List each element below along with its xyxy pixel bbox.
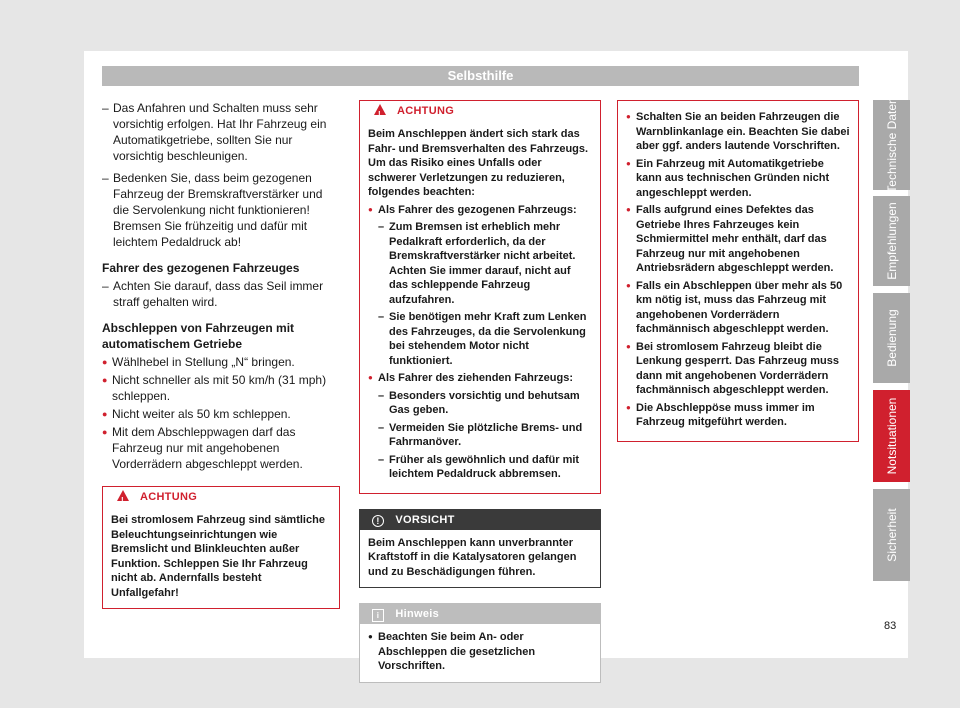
column-left	[102, 100, 340, 609]
warning-group-title: ● Als Fahrer des ziehenden Fahrzeugs:	[368, 371, 592, 386]
warning-body	[360, 121, 600, 493]
tab-empfehlungen[interactable]	[873, 196, 910, 286]
tab-sicherheit[interactable]	[873, 489, 910, 581]
warning-sub-item: – Besonders vorsichtig und behutsam Gas geben.	[378, 389, 592, 418]
page-title: Selbsthilfe	[102, 66, 859, 86]
warning-triangle-icon	[374, 104, 386, 115]
tab-label: Technische Daten	[884, 97, 899, 193]
column-right	[617, 100, 859, 442]
tab-label: Bedienung	[884, 309, 899, 367]
bullet-item: ● Nicht schneller als mit 50 km/h (31 mph) schleppen.	[102, 372, 340, 404]
page-number: 83	[884, 620, 897, 632]
warning-continued-body	[618, 101, 858, 441]
warning-box	[359, 100, 601, 494]
warning-label: ACHTUNG	[396, 105, 455, 117]
list-item: – Das Anfahren und Schalten muss sehr vorsichtig erfolgen. Hat Ihr Fahrzeug ein Automatikgetriebe, sollten Sie nur vorsichtig beschleunigen.	[102, 100, 340, 164]
warning-bullet: ● Falls ein Abschleppen über mehr als 50 km nötig ist, muss das Fahrzeug mit angehobenen Vorderrädern fachmännisch abgeschleppt werden.	[626, 279, 850, 337]
tab-notsituationen[interactable]	[873, 390, 910, 482]
tab-label: Sicherheit	[884, 508, 899, 562]
bullet-item: ● Nicht weiter als 50 km schleppen.	[102, 406, 340, 422]
caution-label: VORSICHT	[395, 513, 455, 526]
warning-box-header	[103, 487, 339, 507]
warning-triangle-icon	[117, 490, 129, 501]
warning-group-title: ● Als Fahrer des gezogenen Fahrzeugs:	[368, 203, 592, 218]
warning-intro: Beim Anschleppen ändert sich stark das Fahr- und Bremsverhalten des Fahrzeugs. Um das Risiko eines Unfalls oder schwerer Verletzungen zu reduzieren, folgendes beachten:	[368, 128, 589, 198]
tab-bedienung[interactable]	[873, 293, 910, 383]
warning-box	[102, 486, 340, 609]
list-item: – Bedenken Sie, dass beim gezogenen Fahrzeug der Bremskraftverstärker und die Servolenkung nicht funktionieren! Bremsen Sie frühzeitig und dafür mit leichtem Pedaldruck ab!	[102, 170, 340, 250]
bullet-item: ● Wählhebel in Stellung „N“ bringen.	[102, 354, 340, 370]
bullet-item: ● Mit dem Abschleppwagen darf das Fahrzeug nur mit angehobenen Vorderrädern abgeschleppt werden.	[102, 424, 340, 472]
section-heading: Abschleppen von Fahrzeugen mit automatischem Getriebe	[102, 321, 295, 351]
warning-sub-item: – Sie benötigen mehr Kraft zum Lenken des Fahrzeuges, da die Servolenkung bei stehendem Motor nicht funktioniert.	[378, 310, 592, 368]
hint-box	[359, 603, 601, 683]
note-icon: i	[372, 609, 384, 622]
warning-sub-item: – Vermeiden Sie plötzliche Brems- und Fahrmanöver.	[378, 421, 592, 450]
warning-bullet: ● Die Abschleppöse muss immer im Fahrzeug mitgeführt werden.	[626, 401, 850, 430]
warning-sub-item: – Früher als gewöhnlich und dafür mit leichtem Pedaldruck abbremsen.	[378, 453, 592, 482]
tab-technische-daten[interactable]	[873, 97, 910, 193]
list-item: – Achten Sie darauf, dass das Seil immer straff gehalten wird.	[102, 278, 340, 310]
hint-body	[360, 624, 600, 682]
caution-text: Beim Anschleppen kann unverbrannter Kraftstoff in die Katalysatoren gelangen und zu Beschädigungen führen.	[368, 536, 577, 578]
warning-continued-box	[617, 100, 859, 442]
warning-bullet: ● Schalten Sie an beiden Fahrzeugen die Warnblinkanlage ein. Beachten Sie dabei aber ggf. anders lautende Vorschriften.	[626, 110, 850, 154]
caution-box	[359, 509, 601, 589]
hint-label: Hinweis	[395, 608, 440, 620]
info-circle-icon: !	[372, 515, 384, 527]
tab-label: Notsituationen	[884, 397, 899, 475]
column-middle	[359, 100, 601, 683]
warning-sub-item: – Zum Bremsen ist erheblich mehr Pedalkraft erforderlich, da der Bremskraftverstärker nicht arbeitet. Achten Sie immer darauf, nicht auf das schleppende Fahrzeug aufzufahren.	[378, 220, 592, 307]
tab-label: Empfehlungen	[884, 202, 899, 280]
warning-bullet: ● Bei stromlosem Fahrzeug bleibt die Lenkung gesperrt. Das Fahrzeug muss dann mit angehobenen Vorderrädern fachmännisch abgeschleppt werden.	[626, 340, 850, 398]
hint-text: ● Beachten Sie beim An- oder Abschleppen die gesetzlichen Vorschriften.	[368, 630, 592, 674]
caution-box-header	[360, 510, 600, 530]
hint-box-header	[360, 604, 600, 624]
warning-box-header	[360, 101, 600, 121]
section-heading: Fahrer des gezogenen Fahrzeuges	[102, 261, 300, 275]
warning-label: ACHTUNG	[139, 491, 198, 503]
warning-bullet: ● Falls aufgrund eines Defektes das Getriebe Ihres Fahrzeuges kein Schmiermittel mehr enthält, darf das Fahrzeug nur mit angehobenen Antriebsrädern abgeschleppt werden.	[626, 203, 850, 276]
warning-text: Bei stromlosem Fahrzeug sind sämtliche Beleuchtungseinrichtungen wie Bremslicht und Blinkleuchten außer Funktion. Schleppen Sie Ihr Fahrzeug nicht ab. Andernfalls besteht Unfallgefahr!	[111, 514, 325, 599]
warning-bullet: ● Ein Fahrzeug mit Automatikgetriebe kann aus technischen Gründen nicht angeschleppt werden.	[626, 157, 850, 201]
